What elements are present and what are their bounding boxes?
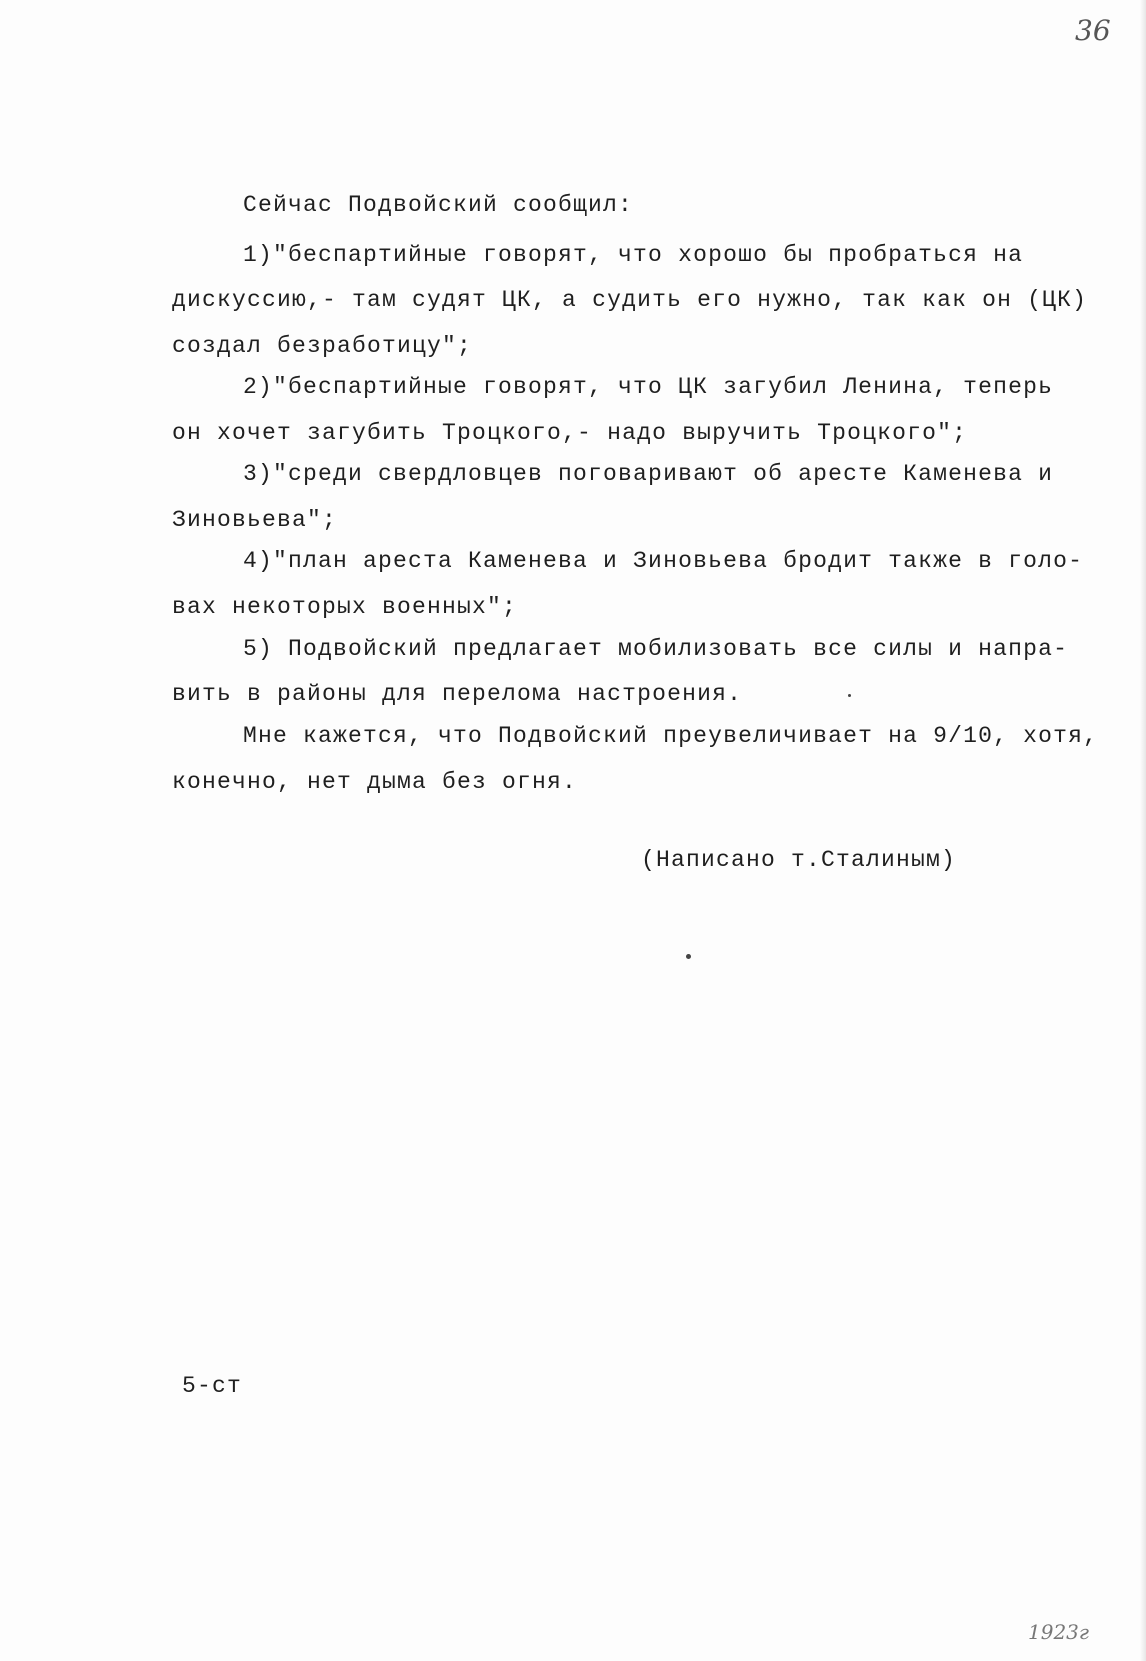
footer-code: 5-ст: [182, 1373, 243, 1399]
item-4-line-2: вах некоторых военных";: [172, 594, 518, 620]
conclusion-line-1: Мне кажется, что Подвойский преувеличивает на 9/10, хотя,: [243, 723, 1099, 749]
item-2-line-2: он хочет загубить Троцкого,- надо выручить Троцкого";: [172, 420, 968, 446]
item-5-line-2: вить в районы для перелома настроения.: [172, 681, 743, 707]
handwritten-year-note: 1923г: [1028, 1620, 1090, 1644]
intro-line: Сейчас Подвойский сообщил:: [243, 192, 634, 218]
ink-speck: [686, 954, 691, 959]
item-3-line-1: 3)"среди свердловцев поговаривают об аресте Каменева и: [243, 461, 1054, 487]
conclusion-line-2: конечно, нет дыма без огня.: [172, 769, 578, 795]
item-1-line-1: 1)"беспартийные говорят, что хорошо бы пробраться на: [243, 242, 1024, 268]
item-1-line-2: дискуссию,- там судят ЦК, а судить его нужно, так как он (ЦК): [172, 287, 1088, 313]
handwritten-page-number: 36: [1075, 14, 1111, 47]
signature-note: (Написано т.Сталиным): [641, 847, 957, 873]
page-edge-shadow: [1140, 0, 1146, 1661]
item-4-line-1: 4)"план ареста Каменева и Зиновьева бродит также в голо-: [243, 548, 1084, 574]
item-3-line-2: Зиновьева";: [172, 507, 338, 533]
item-1-line-3: создал безработицу";: [172, 333, 473, 359]
item-2-line-1: 2)"беспартийные говорят, что ЦК загубил Ленина, теперь: [243, 374, 1054, 400]
ink-speck: [848, 694, 851, 697]
item-5-line-1: 5) Подвойский предлагает мобилизовать все силы и напра-: [243, 636, 1069, 662]
